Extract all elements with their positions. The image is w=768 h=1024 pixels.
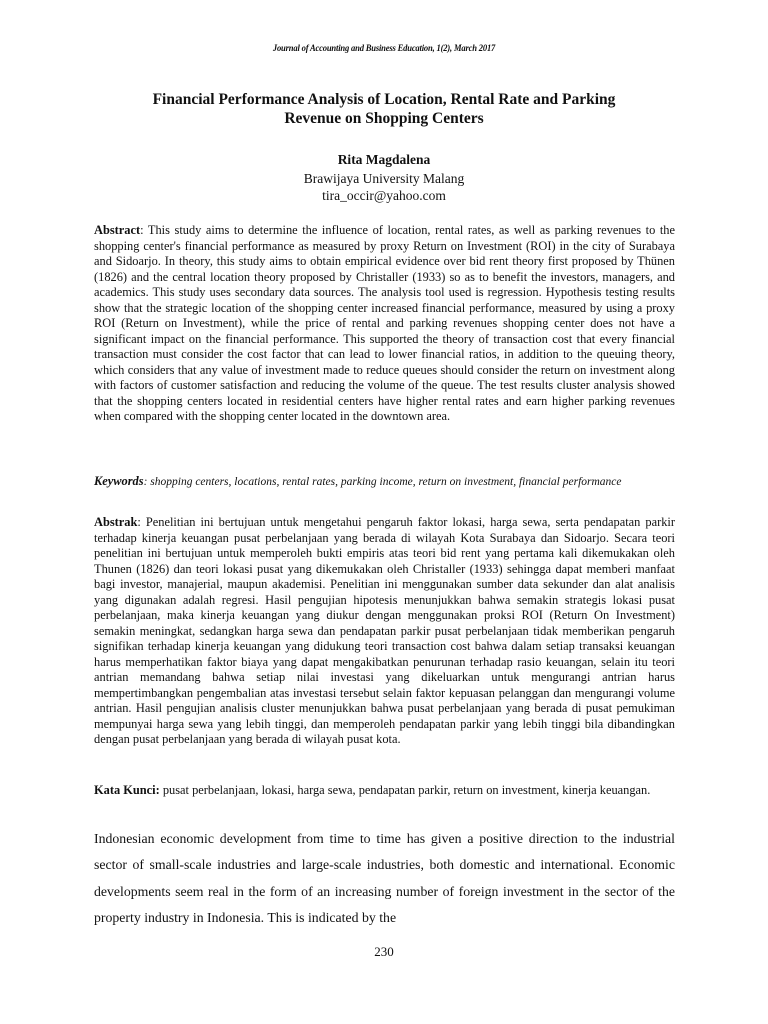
title-line-2: Revenue on Shopping Centers <box>284 110 484 127</box>
author-affiliation <box>0 170 768 204</box>
abstrak-label: Abstrak <box>94 515 138 529</box>
kata-kunci-paragraph <box>94 783 759 799</box>
keywords-paragraph <box>94 474 737 491</box>
body-paragraph: Indonesian economic development from time to time has given a positive direction to the industrial sector of small-scale industries and large-scale industries, both domestic and international. Economic developments seem real in the form of an increasing number of foreign investment in the sector of the property industry in Indonesia. This is indicated by the <box>94 831 675 926</box>
affiliation: Brawijaya University Malang <box>303 171 465 186</box>
abstrak-paragraph <box>94 515 675 748</box>
abstract-text: : This study aims to determine the influence of location, rental rates, as well as parking revenues to the shopping center's financial performance as measured by proxy Return on Investment (ROI) in the city of Surabaya and Sidoarjo. In theory, this study aims to obtain empirical evidence over bid rent theory first proposed by Thünen (1826) and the central location theory proposed by Christaller (1933) so as to benefit the investors, managers, and academics. This study uses secondary data sources. The analysis tool used is regression. Hypothesis testing results show that the strategic location of the shopping center increased financial performance, measured by using a proxy ROI (Return on Investment), while the price of rental and parking revenues shopping center does not have a significant impact on the financial performance. This supported the theory of transaction cost that every financial transaction must consider the cost factor that can lead to lower financial ratios, in addition to the queuing theory, which considers that any value of investment made to reduce queues should consider the return on investment along with factors of customer satisfaction and reducing the volume of the queue. The test results cluster analysis showed that the shopping centers located in residential centers have higher rental rates and earn higher parking revenues when compared with the shopping center located in the downtown area. <box>94 223 675 423</box>
kata-kunci-text: pusat perbelanjaan, lokasi, harga sewa, pendapatan parkir, return on investment, kinerja keuangan. <box>159 783 651 797</box>
abstract-paragraph <box>94 223 675 425</box>
keywords-label: Keywords <box>94 474 144 488</box>
author-name: Rita Magdalena <box>337 152 431 167</box>
title-line-1: Financial Performance Analysis of Location, Rental Rate and Parking <box>152 91 616 108</box>
page-number: 230 <box>374 944 394 959</box>
article-title <box>100 90 668 128</box>
author-email: tira_occir@yahoo.com <box>322 188 446 203</box>
abstract-label: Abstract <box>94 223 141 237</box>
abstrak-text: : Penelitian ini bertujuan untuk mengetahui pengaruh faktor lokasi, harga sewa, serta pendapatan parkir terhadap kinerja keuangan pusat perbelanjaan yang berada di wilayah Kota Surabaya dan Sidoarjo. Secara teori penelitian ini bertujuan untuk memperoleh bukti empiris atas teori bid rent yang pertama kali dikemukakan oleh Thunen (1826) dan teori lokasi pusat yang dikemukakan oleh Christaller (1933) sehingga dapat memberi manfaat bagi investor, manajerial, maupun akademisi. Penelitian ini menggunakan sumber data sekunder dan alat analisis yang digunakan adalah regresi. Hasil pengujian hipotesis menunjukkan bahwa semakin strategis lokasi pusat perbelanjaan, maka kinerja keuangan yang diukur dengan menggunakan proksi ROI (Return On Investment) semakin meningkat, sedangkan harga sewa dan pendapatan parkir pusat perbelanjaan tidak memberikan pengaruh signifikan terhadap kinerja keuangan yang didukung teori transaction cost bahwa dalam setiap transaksi keuangan harus memperhatikan faktor biaya yang dapat mengakibatkan penurunan terhadap rasio keuangan, selain itu teori antrian memandang bahwa setiap nilai investasi yang dikeluarkan untuk mengurangi antrian harus mempertimbangkan pengembalian atas investasi tersebut selain faktor kepuasan pelanggan dan mengurangi volume antrian. Hasil pengujian analisis cluster menunjukkan bahwa pusat perbelanjaan yang berada di pusat pemukiman mempunyai harga sewa yang lebih tinggi, dan memperoleh pendapatan parkir yang lebih tinggi bila dibandingkan dengan pusat perbelanjaan yang berada di wilayah pusat kota. <box>94 515 675 746</box>
keywords-text: : shopping centers, locations, rental rates, parking income, return on investment, financial performance <box>143 476 622 488</box>
kata-kunci-label: Kata Kunci: <box>94 783 160 797</box>
journal-header: Journal of Accounting and Business Education, 1(2), March 2017 <box>272 44 496 54</box>
